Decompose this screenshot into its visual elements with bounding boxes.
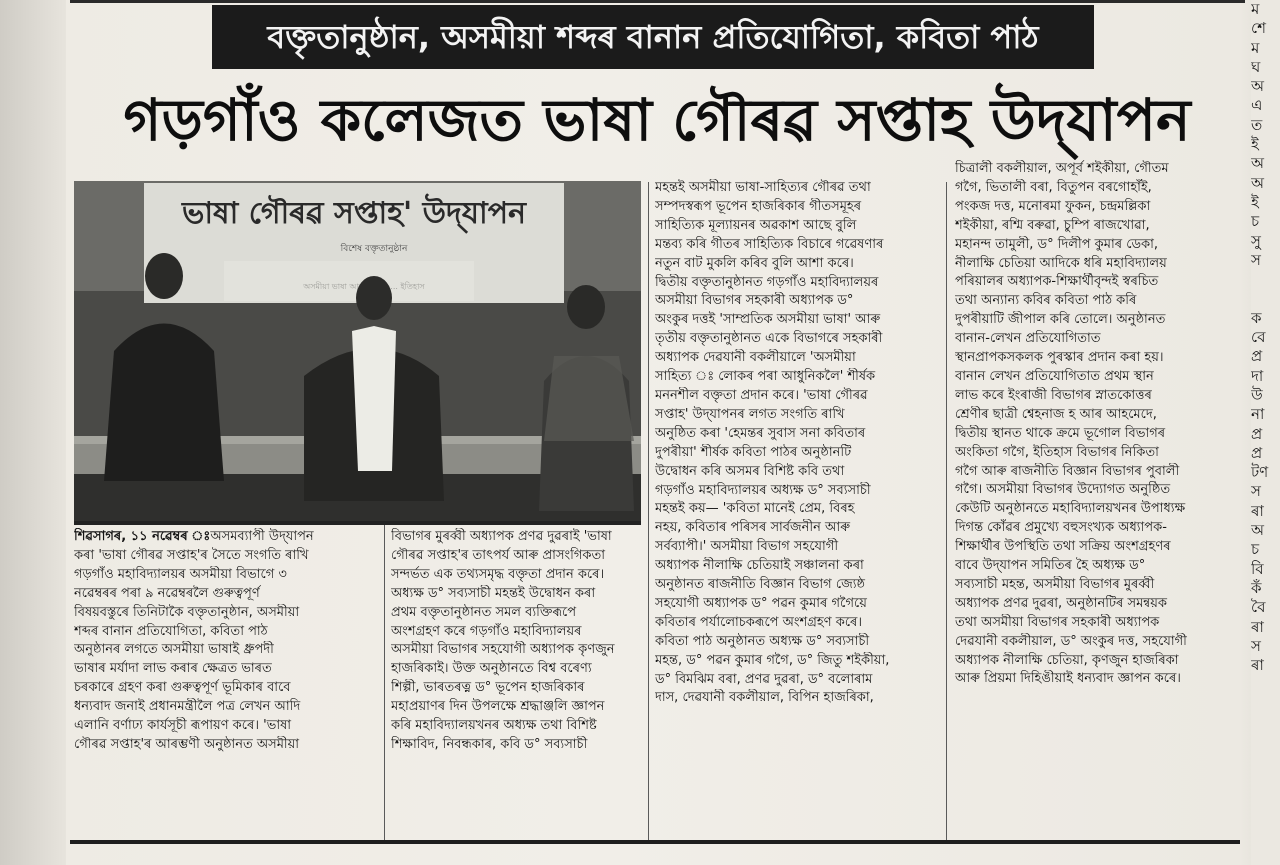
edge-fragment: ঘ [1251,57,1261,76]
article-line: লাভ কৰে ইংৰাজী বিভাগৰ স্নাতকোত্তৰ [955,387,1152,403]
edge-fragment: বে [1251,328,1266,347]
edge-fragment: স [1251,482,1261,501]
edge-fragment: ম [1251,38,1260,57]
article-line: দ্বিতীয় বক্তৃতানুষ্ঠানত গড়গাঁও মহাবিদ্যালয়ৰ [655,274,879,290]
edge-fragment: চ [1251,212,1260,231]
edge-fragment: সু [1251,231,1261,250]
edge-fragment: এ [1251,96,1263,115]
edge-fragment: ক [1251,308,1262,327]
person-center-head [356,276,392,320]
bottom-rule [70,840,1240,844]
article-line: মহানন্দ তামুলী, ড° দিলীপ কুমাৰ ডেকা, [955,236,1159,252]
article-kicker: বক্তৃতানুষ্ঠান, অসমীয়া শব্দৰ বানান প্ৰতিযোগিতা, কবিতা পাঠ [212,5,1094,69]
article-line: অসমীয়া বিভাগৰ সহকাৰী অধ্যাপক ড° [655,293,854,309]
event-photo-drawing [74,181,641,521]
edge-fragment: ম [1251,0,1260,18]
article-line: শব্দৰ বানান প্ৰতিযোগিতা, কবিতা পাঠ [74,623,268,639]
banner-title: ভাষা গৌৰৱ সপ্তাহ' উদ্‌যাপন [182,196,526,231]
article-line: মহন্তই অসমীয়া ভাষা-সাহিত্যৰ গৌৰৱ তথা [655,180,871,195]
article-line: দেৱযানী বকলীয়াল, ড° অংকুৰ দত্ত, সহযোগী [955,633,1187,649]
article-line: দিগন্ত কোঁৱৰ প্ৰমুখ্যে বহুসংখ্যক অধ্যাপক- [955,520,1167,536]
edge-fragment [1251,270,1280,289]
article-line: অধ্যাপক নীলাক্ষি চেতিয়াই সঞ্চালনা কৰা [655,558,864,574]
photo-bottom-rule [74,521,641,525]
banner-subtitle: বিশেষ বক্তৃতানুষ্ঠান [340,244,408,254]
edge-fragment: কঁ [1251,578,1262,597]
article-line: অংকিতা গগৈ, ইতিহাস বিভাগৰ নিকিতা [955,444,1159,460]
article-line: দ্বিতীয় স্থানত থাকে ক্ৰমে ভূগোল বিভাগৰ [955,425,1166,441]
edge-fragment: অ [1251,521,1264,540]
article-line: সহযোগী অধ্যাপক ড° পৱন কুমাৰ গগৈয়ে [655,595,867,611]
article-line: হাজৰিকাই। উক্ত অনুষ্ঠানতে বিশ্ব বৰেণ্য [391,661,592,677]
person-left-body [104,324,224,482]
article-line: অনুষ্ঠানৰ লগতে অসমীয়া ভাষাই ধ্ৰুপদী [74,642,274,658]
article-line: শিক্ষাৰ্থীৰ উপস্থিতি তথা সক্ৰিয় অংশগ্ৰহণৰ [955,539,1171,555]
article-line: নীলাক্ষি চেতিয়া আদিকে ধৰি মহাবিদ্যালয় [955,255,1167,271]
edge-fragment: টণ [1251,463,1269,482]
gamosa-scarf [352,326,396,471]
event-photo [74,181,641,521]
column-rule [384,525,385,842]
edge-fragment: অ [1251,77,1264,96]
edge-fragment: বৈ [1251,598,1266,617]
edge-fragment: অ [1251,154,1264,173]
column-rule [648,182,649,842]
edge-fragment: চ [1251,540,1260,559]
column-rule [946,182,947,842]
article-line: প্ৰথম বক্তৃতানুষ্ঠানত সমল ব্যক্তিৰূপে [391,604,577,620]
article-line: চৰকাৰে গ্ৰহণ কৰা গুৰুত্বপূৰ্ণ ভূমিকাৰ বাবে [74,680,291,696]
article-line: ধন্যবাদ জনাই প্ৰধানমন্ত্ৰীলৈ পত্ৰ লেখন আদি [74,699,301,715]
article-line: অসমীয়া বিভাগৰ সহযোগী অধ্যাপক কৃণজুন [391,642,615,658]
article-line: অধ্যক্ষ ড° সব্যসাচী মহন্তই উদ্বোধন কৰা [391,585,596,601]
article-line: গগৈ আৰু ৰাজনীতি বিজ্ঞান বিভাগৰ পুবালী [955,463,1180,479]
article-line: অনুষ্ঠানত ৰাজনীতি বিজ্ঞান বিভাগ জ্যেষ্ঠ [655,577,865,593]
article-line: বাবে উদ্‌যাপন সমিতিৰ হৈ অধ্যক্ষ ড° [955,558,1146,574]
article-line: শিক্ষাবিদ, নিবন্ধকাৰ, কবি ড° সব্যসাচী [391,736,588,752]
article-column-2 [391,528,643,838]
article-column-4 [955,160,1243,840]
article-line: অংশগ্ৰহণ কৰে গড়গাঁও মহাবিদ্যালয়ৰ [391,623,582,639]
article-line: সৰ্বব্যাপী।' অসমীয়া বিভাগ সহযোগী [655,539,839,555]
article-column-3 [655,179,941,841]
edge-fragment: ৰা [1251,501,1264,520]
article-line: ড° বিমঝিম বৰা, প্ৰণৱ দুৱৰা, ড° বলোৰাম [655,671,873,687]
edge-fragment: অ [1251,173,1264,192]
article-line: সব্যসাচী মহন্ত, অসমীয়া বিভাগৰ মুৰব্বী [955,576,1155,592]
article-line: নৱেম্বৰৰ পৰা ৯ নৱেম্বৰলৈ গুৰুত্বপূৰ্ণ [74,585,260,601]
edge-fragment: ই [1251,192,1259,211]
article-line: গড়গাঁও মহাবিদ্যালয়ৰ অধ্যক্ষ ড° সব্যসাচী [655,482,871,498]
article-line: পৰিয়ালৰ অধ্যাপক-শিক্ষাৰ্থীবৃন্দই স্বৰচিত [955,274,1159,290]
article-line: দাস, দেৱযানী বকলীয়াল, বিপিন হাজৰিকা, [655,690,874,706]
article-line: কৰি মহাবিদ্যালয়খনৰ অধ্যক্ষ তথা বিশিষ্ট [391,718,597,734]
edge-fragment: ৰা [1251,617,1264,636]
article-line: অনুষ্ঠিত কৰা 'হেমন্তৰ সুবাস সনা কবিতাৰ [655,425,866,441]
person-right-head [567,285,605,329]
article-line: বিষয়বস্তুৰে তিনিটাকৈ বক্তৃতানুষ্ঠান, অসমীয়া [74,604,300,620]
article-line: নতুন বাট মুকলি কৰিব বুলি আশা কৰে। [655,255,854,271]
article-line: মন্তব্য কৰি গীতৰ সাহিত্যিক বিচাৰে গৱেষণাৰ [655,236,884,252]
article-line: তথা অন্যান্য কবিৰ কবিতা পাঠ কৰি [955,293,1137,309]
dateline: শিৱসাগৰ, ১১ নৱেম্বৰ ঃ [74,529,211,544]
article-line: পংকজ দত্ত, মনোৰমা ফুকন, চন্দ্ৰমল্লিকা [955,198,1151,214]
article-line: মহাপ্ৰয়াণৰ দিন উপলক্ষে শ্ৰদ্ধাঞ্জলি জ্ঞাপন [391,699,605,715]
edge-fragment: না [1251,405,1265,424]
page-margin [0,0,66,865]
adjacent-article-edge [1251,0,1280,865]
article-line: গড়গাঁও মহাবিদ্যালয়ৰ অসমীয়া বিভাগে ৩ [74,566,287,582]
article-line: গগৈ। অসমীয়া বিভাগৰ উদ্যোগত অনুষ্ঠিত [955,482,1171,498]
article-line: দুপৰীয়া' শীৰ্ষক কবিতা পাঠৰ অনুষ্ঠানটি [655,444,852,460]
edge-fragment: প্ৰ [1251,443,1263,462]
article-line: উদ্বোধন কৰি অসমৰ বিশিষ্ট কবি তথা [655,463,845,479]
top-rule [70,0,1245,3]
article-line: কবিতাৰ পৰ্যালোচকৰূপে অংশগ্ৰহণ কৰে। [655,614,863,630]
edge-fragment [1251,289,1280,308]
article-line: বানান-লেখন প্ৰতিযোগিতাত [955,331,1101,347]
article-line: শ্ৰেণীৰ ছাত্ৰী শ্বেহনাজ হ আৰ আহমেদে, [955,406,1157,422]
article-line: কবিতা পাঠ অনুষ্ঠানত অধ্যক্ষ ড° সব্যসাচী [655,633,870,649]
article-line: ভাষাৰ মৰ্যাদা লাভ কৰাৰ ক্ষেত্ৰত ভাৰত [74,661,272,677]
edge-fragment: ৰা [1251,656,1264,675]
edge-fragment: স [1251,250,1261,269]
article-line: তৃতীয় বক্তৃতানুষ্ঠানত একে বিভাগৰে সহকাৰী [655,331,883,347]
article-line: মননশীল বক্তৃতা প্ৰদান কৰে। 'ভাষা গৌৰৱ [655,387,868,403]
article-line: চিত্ৰালী বকলীয়াল, অপূৰ্ব শইকীয়া, গৌতম [955,161,1169,176]
article-line: অধ্যাপক প্ৰণৱ দুৱৰা, অনুষ্ঠানটিৰ সমন্বয়ক [955,595,1167,611]
article-line: অধ্যাপক দেৱযানী বকলীয়ালে 'অসমীয়া [655,350,856,366]
article-column-1 [74,528,378,838]
edge-fragment: প্ৰ [1251,424,1263,443]
article-line: আৰু প্ৰিয়মা দিহিঙীয়াই ধন্যবাদ জ্ঞাপন কৰে। [955,671,1181,687]
article-line: কেউটি অনুষ্ঠানতে মহাবিদ্যালয়খনৰ উপাধ্যক্ষ [955,501,1186,517]
edge-fragment: দা [1251,366,1264,385]
article-headline: গড়গাঁও কলেজত ভাষা গৌৰৱ সপ্তাহ উদ্‌যাপন [123,86,1191,154]
article-line: স্থানপ্ৰাপকসকলক পুৰস্কাৰ প্ৰদান কৰা হয়। [955,350,1164,366]
edge-fragment: ই [1251,135,1259,154]
article-line: দুপৰীয়াটি জীপাল কৰি তোলে। অনুষ্ঠানত [955,312,1166,328]
edge-fragment: স [1251,636,1261,655]
article-line: নহয়, কবিতাৰ পৰিসৰ সাৰ্বজনীন আৰু [655,520,850,536]
edge-fragment: উ [1251,385,1263,404]
article-line: এলানি বৰ্ণাঢ্য কাৰ্যসূচী ৰূপায়ণ কৰে। 'ভাষা [74,718,292,734]
article-line: সাহিত্য ঃ লোকৰ পৰা আধুনিকলৈ' শীৰ্ষক [655,369,876,385]
article-line: সন্দৰ্ভত এক তথ্যসমৃদ্ধ বক্তৃতা প্ৰদান কৰে। [391,566,605,582]
article-line: অধ্যাপক নীলাক্ষি চেতিয়া, কৃণজুন হাজৰিকা [955,652,1179,668]
article-line: শিল্পী, ভাৰতৰত্ন ড° ভূপেন হাজৰিকাৰ [391,680,585,696]
article-line: সম্পদস্বৰূপ ভূপেন হাজৰিকাৰ গীতসমূহৰ [655,198,862,214]
article-line: তথা অসমীয়া বিভাগৰ সহকাৰী অধ্যাপক [955,614,1160,630]
article-line: অংকুৰ দত্তই 'সাম্প্ৰতিক অসমীয়া ভাষা' আৰু [655,312,881,328]
article-line: গৌৰৱ সপ্তাহ'ৰ আৰম্ভণী অনুষ্ঠানত অসমীয়া [74,736,300,752]
article-line: সাহিত্যিক মূল্যায়নৰ অৱকাশ আছে বুলি [655,217,857,233]
article-line: সপ্তাহ' উদ্‌যাপনৰ লগত সংগতি ৰাখি [655,406,845,422]
article-line: বানান লেখন প্ৰতিযোগিতাত প্ৰথম স্থান [955,368,1154,384]
article-line: মহন্ত, ড° পৱন কুমাৰ গগৈ, ড° জিতু শইকীয়া, [655,652,890,668]
article-line: শইকীয়া, ৰশ্মি বৰুৱা, চুম্পি ৰাজখোৱা, [955,217,1150,233]
article-line: মহন্তই কয়— 'কবিতা মানেই প্ৰেম, বিৰহ [655,501,855,517]
article-line: বিভাগৰ মুৰব্বী অধ্যাপক প্ৰণৱ দুৱৰাই 'ভাষা [391,529,612,544]
article-line: গৌৰৱ সপ্তাহ'ৰ তাৎপৰ্য আৰু প্ৰাসংগিকতা [391,547,605,563]
article-line: শিৱসাগৰ, ১১ নৱেম্বৰ ঃঅসমব্যাপী উদ্‌যাপন [74,529,314,544]
person-left-head [145,253,183,299]
article-line: কৰা 'ভাষা গৌৰৱ সপ্তাহ'ৰ সৈতে সংগতি ৰাখি [74,547,309,563]
article-line: গগৈ, ভিতালী বৰা, বিতুপন বৰগোহাঁই, [955,179,1152,195]
edge-fragment: প্ৰ [1251,347,1263,366]
edge-fragment: ত [1251,115,1263,134]
edge-fragment: শে [1251,19,1266,38]
edge-fragment: বি [1251,559,1264,578]
